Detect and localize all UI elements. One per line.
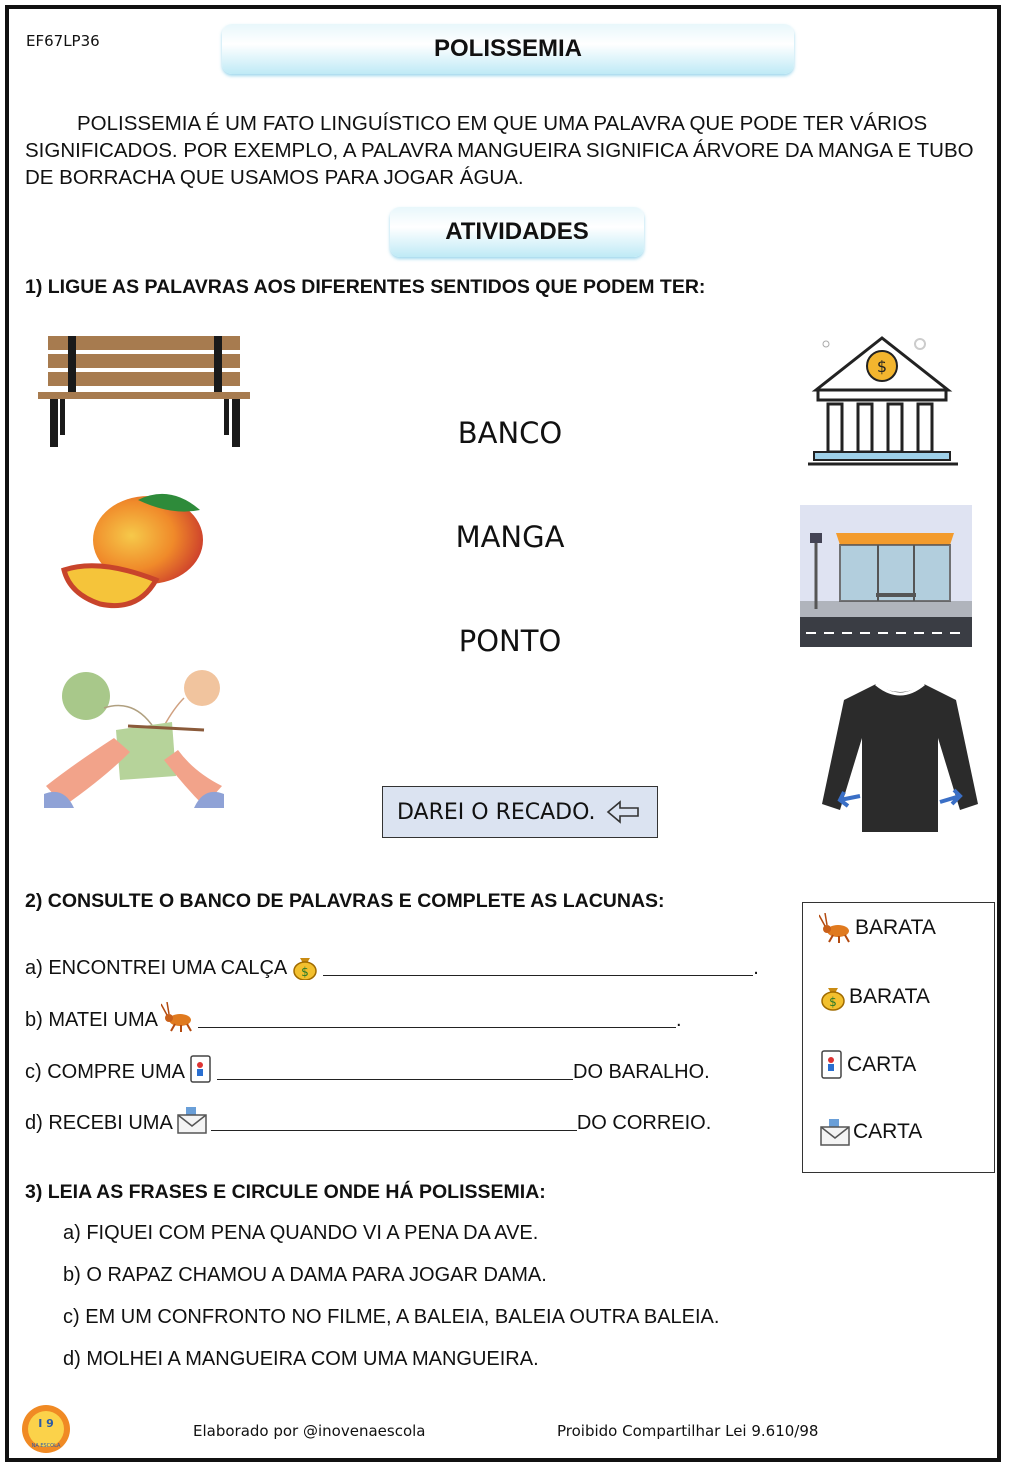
sentence-a[interactable]: a) FIQUEI COM PENA QUANDO VI A PENA DA AVE.: [63, 1222, 539, 1244]
word-bank-item: [819, 1049, 916, 1081]
sentence-b[interactable]: b) O RAPAZ CHAMOU A DAMA PARA JOGAR DAMA.: [63, 1264, 547, 1286]
word-bank-item: [819, 1117, 922, 1147]
recado-box: [382, 786, 658, 838]
word-banco: BANCO: [457, 416, 563, 450]
playing-card-icon: [188, 1054, 214, 1084]
money-bag-icon: [819, 982, 847, 1012]
envelope-icon: [176, 1105, 208, 1135]
gap-a-blank[interactable]: [323, 974, 753, 976]
gap-c-blank[interactable]: [217, 1078, 573, 1080]
gap-item-c: [25, 1054, 710, 1084]
long-sleeve-shirt-image: [820, 678, 980, 836]
word-bank-word: CARTA: [847, 1053, 917, 1076]
svg-text:$: $: [301, 965, 310, 979]
svg-text:$: $: [876, 357, 888, 376]
page-title: POLISSEMIA: [222, 24, 794, 74]
park-bench-image: [36, 334, 252, 449]
money-bag-icon: [290, 952, 320, 980]
recado-text: DAREI O RECADO.: [397, 799, 596, 825]
gap-item-a-text: a) ENCONTREI UMA CALÇA: [25, 957, 288, 979]
question-3-prompt: 3) LEIA AS FRASES E CIRCULE ONDE HÁ POLISSEMIA:: [25, 1181, 546, 1203]
envelope-icon: [819, 1117, 851, 1147]
word-bank-word: BARATA: [849, 985, 930, 1008]
cockroach-icon: [161, 1002, 195, 1032]
gap-item-a-end: .: [753, 957, 759, 979]
sentence-d[interactable]: d) MOLHEI A MANGUEIRA COM UMA MANGUEIRA.: [63, 1348, 539, 1370]
inove-logo: [20, 1403, 72, 1455]
sentence-c[interactable]: c) EM UM CONFRONTO NO FILME, A BALEIA, BALEIA OUTRA BALEIA.: [63, 1306, 720, 1328]
word-ponto: PONTO: [458, 624, 562, 658]
gap-d-blank[interactable]: [211, 1129, 577, 1131]
bus-stop-image: [800, 505, 972, 647]
gap-item-c-end: DO BARALHO.: [573, 1061, 710, 1083]
gap-item-b: [25, 1002, 682, 1032]
svg-text:NA ESCOLA: NA ESCOLA: [31, 1443, 61, 1449]
knitting-image: [44, 668, 224, 808]
svg-text:$: $: [829, 995, 837, 1009]
gap-item-d: [25, 1105, 711, 1135]
bank-building-image: [806, 330, 966, 470]
gap-item-a: [25, 952, 759, 980]
gap-item-b-end: .: [675, 1009, 682, 1031]
gap-item-c-text: c) COMPRE UMA: [25, 1061, 185, 1083]
footer-notice: Proibido Compartilhar Lei 9.610/98: [557, 1422, 819, 1440]
activities-title: ATIVIDADES: [390, 207, 644, 257]
gap-item-d-end: DO CORREIO.: [576, 1112, 712, 1134]
skill-code: EF67LP36: [26, 32, 100, 50]
intro-paragraph: POLISSEMIA É UM FATO LINGUÍSTICO EM QUE UMA PALAVRA QUE PODE TER VÁRIOS SIGNIFICADOS. POR EXEMPLO, A PALAVRA MANGUEIRA SIGNIFICA ÁRVORE DA MANGA E TUBO DE BORRACHA QUE USAMOS PARA JOGAR ÁGUA.: [25, 112, 974, 189]
svg-text:I 9: I 9: [38, 1417, 54, 1430]
playing-card-icon: [819, 1049, 845, 1081]
gap-item-d-text: d) RECEBI UMA: [25, 1112, 173, 1134]
footer-credit: Elaborado por @inovenaescola: [193, 1422, 426, 1440]
word-bank-item: [819, 982, 930, 1012]
word-bank: [802, 902, 995, 1173]
word-manga: MANGA: [455, 520, 565, 554]
gap-item-b-text: b) MATEI UMA: [25, 1009, 158, 1031]
mango-fruit-image: [60, 488, 210, 610]
word-bank-word: BARATA: [855, 916, 936, 939]
question-2-prompt: 2) CONSULTE O BANCO DE PALAVRAS E COMPLETE AS LACUNAS:: [25, 890, 665, 912]
left-arrow-icon: [606, 800, 640, 824]
word-bank-word: CARTA: [853, 1120, 923, 1143]
cockroach-icon: [819, 913, 853, 943]
question-1-prompt: 1) LIGUE AS PALAVRAS AOS DIFERENTES SENTIDOS QUE PODEM TER:: [25, 276, 706, 298]
word-bank-item: [819, 913, 936, 943]
gap-b-blank[interactable]: [198, 1026, 676, 1028]
